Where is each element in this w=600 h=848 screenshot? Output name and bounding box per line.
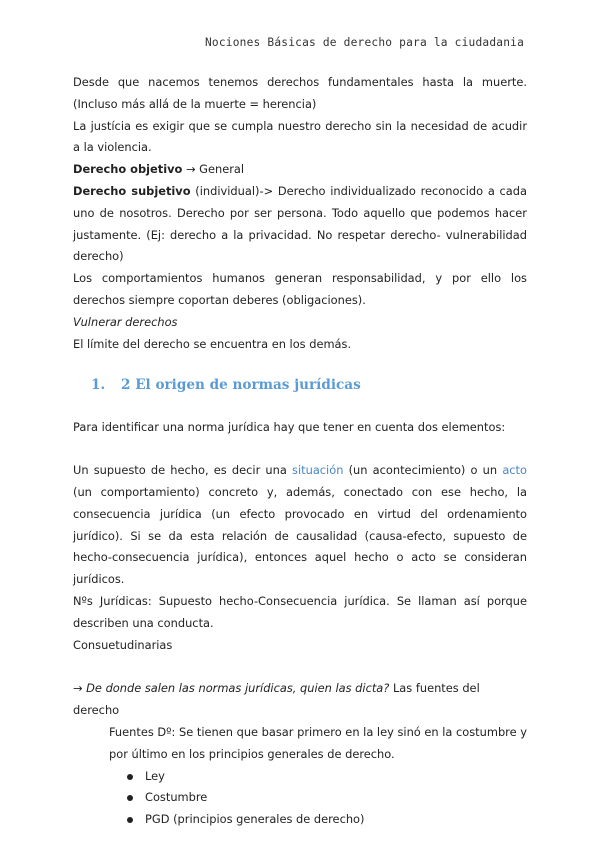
question-italic: → De donde salen las normas jurídicas, quien las dicta? xyxy=(73,681,390,696)
paragraph-justice: La justícia es exigir que se cumpla nuestro derecho sin la necesidad de acudir a la violencia. xyxy=(73,118,527,155)
paragraph-fuentes: Fuentes Dº: Se tienen que basar primero en la ley sinó en la costumbre y por último en los principios generales de derecho. xyxy=(109,724,527,761)
list-item xyxy=(127,787,527,809)
list-item xyxy=(127,766,527,788)
paragraph-subjective-law xyxy=(73,181,527,268)
document-body xyxy=(73,72,527,831)
paragraph-violate-rights: Vulnerar derechos xyxy=(73,314,178,329)
list-item-label: PGD (principios generales de derecho) xyxy=(145,812,365,827)
section-heading xyxy=(91,374,527,396)
paragraph-rights: Desde que nacemos tenemos derechos fundamentales hasta la muerte. (Incluso más allá de la muerte = herencia) xyxy=(73,75,527,111)
list-item-label: Costumbre xyxy=(145,790,208,805)
paragraph-limit: El límite del derecho se encuentra en los demás. xyxy=(73,336,352,351)
paragraph-normas: Nºs Jurídicas: Supuesto hecho-Consecuencia jurídica. Se llaman así porque describen una conducta. xyxy=(73,593,527,630)
term-objective-law: Derecho objetivo xyxy=(73,162,183,177)
running-header: Nociones Básicas de derecho para la ciudadania xyxy=(204,36,524,49)
bullet-icon xyxy=(127,795,133,801)
list-item xyxy=(127,809,527,831)
objective-law-definition: → General xyxy=(182,162,245,177)
section-number: 1. xyxy=(91,377,106,394)
paragraph-consuetudinarias: Consuetudinarias xyxy=(73,637,173,652)
question-answer: Las fuentes del derecho xyxy=(73,681,480,718)
link-acto[interactable]: acto xyxy=(502,463,527,478)
bullet-icon xyxy=(127,817,133,823)
paragraph-question xyxy=(73,678,527,722)
subjective-law-definition: (individual)-> Derecho individualizado reconocido a cada uno de nosotros. Derecho por ser persona. Todo aquello que podemos hacer justamente. (Ej: derecho a la privacidad. No respetar derecho- vulnerabilidad derecho) xyxy=(73,183,527,264)
paragraph-responsibility: Los comportamientos humanos generan responsabilidad, y por ello los derechos siempre coportan deberes (obligaciones). xyxy=(73,271,527,307)
paragraph-supuesto xyxy=(73,460,527,591)
link-situacion[interactable]: situación xyxy=(292,463,344,478)
paragraph-objective-law xyxy=(73,159,527,181)
section-title: 2 El origen de normas jurídicas xyxy=(121,377,361,394)
paragraph-intro: Para identificar una norma jurídica hay que tener en cuenta dos elementos: xyxy=(73,420,506,435)
bullet-icon xyxy=(127,774,133,780)
supuesto-text-b: (un acontecimiento) o un xyxy=(343,463,503,478)
supuesto-text-c: (un comportamiento) concreto y, además, conectado con ese hecho, la consecuencia jurídica (un efecto provocado en virtud del ordenamiento jurídico). Si se da esta relación de causalidad (causa-efecto, supuesto de hecho-consecuencia jurídica), entonces aquel hecho o acto se consideran jurídicos. xyxy=(73,484,527,587)
term-subjective-law: Derecho subjetivo xyxy=(73,183,191,198)
sources-list xyxy=(73,766,527,831)
list-item-label: Ley xyxy=(145,768,165,783)
supuesto-text-a: Un supuesto de hecho, es decir una xyxy=(73,463,293,478)
